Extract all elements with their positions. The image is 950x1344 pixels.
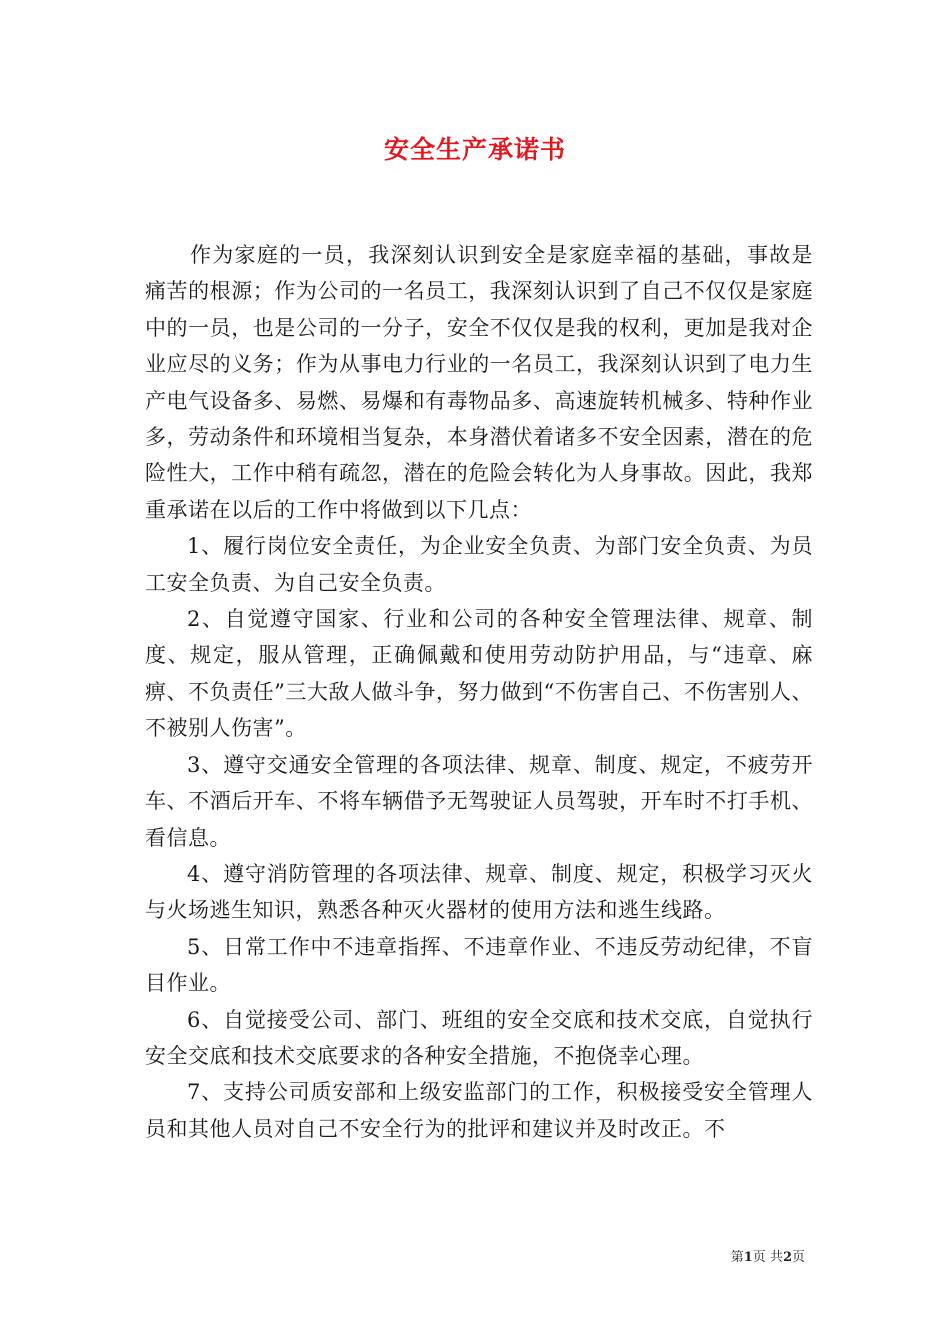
intro-paragraph: 作为家庭的一员，我深刻认识到安全是家庭幸福的基础，事故是痛苦的根源；作为公司的一名员工，我深刻认识到了自己不仅仅是家庭中的一员，也是公司的一分子，安全不仅仅是我的权利，更加是我对企业应尽的义务；作为从事电力行业的一名员工，我深刻认识到了电力生产电气设备多、易燃、易爆和有毒物品多、高速旋转机械多、特种作业多，劳动条件和环境相当复杂，本身潜伏着诸多不安全因素，潜在的危险性大，工作中稍有疏忽，潜在的危险会转化为人身事故。因此，我郑重承诺在以后的工作中将做到以下几点： xyxy=(145,243,813,522)
commitment-item-6: 6、自觉接受公司、部门、班组的安全交底和技术交底，自觉执行安全交底和技术交底要求的各种安全措施，不抱侥幸心理。 xyxy=(145,1007,813,1068)
current-page-number: 1 xyxy=(743,1250,753,1265)
commitment-item-1: 1、履行岗位安全责任，为企业安全负责、为部门安全负责、为员工安全负责、为自己安全负责。 xyxy=(145,534,813,595)
commitment-item-7: 7、支持公司质安部和上级安监部门的工作，积极接受安全管理人员和其他人员对自己不安全行为的批评和建议并及时改正。不 xyxy=(145,1080,813,1141)
commitment-item-2: 2、自觉遵守国家、行业和公司的各种安全管理法律、规章、制度、规定，服从管理，正确佩戴和使用劳动防护用品，与“违章、麻痹、不负责任”三大敌人做斗争，努力做到“不伤害自己、不伤害别人、不被别人伤害”。 xyxy=(145,607,813,741)
page-title: 安全生产承诺书 xyxy=(383,135,566,164)
document-body xyxy=(145,237,813,1147)
footer-suffix: 页 xyxy=(791,1250,805,1265)
page-number-footer xyxy=(731,1246,805,1265)
footer-middle: 页 共 xyxy=(752,1250,783,1265)
commitment-item-5: 5、日常工作中不违章指挥、不违章作业、不违反劳动纪律，不盲目作业。 xyxy=(145,934,813,996)
commitment-item-4: 4、遵守消防管理的各项法律、规章、制度、规定，积极学习灭火与火场逃生知识，熟悉各种灭火器材的使用方法和逃生线路。 xyxy=(145,861,813,923)
total-pages-number: 2 xyxy=(782,1250,792,1265)
commitment-item-3: 3、遵守交通安全管理的各项法律、规章、制度、规定，不疲劳开车、不酒后开车、不将车辆借予无驾驶证人员驾驶，开车时不打手机、看信息。 xyxy=(145,752,813,850)
footer-prefix: 第 xyxy=(730,1250,744,1265)
